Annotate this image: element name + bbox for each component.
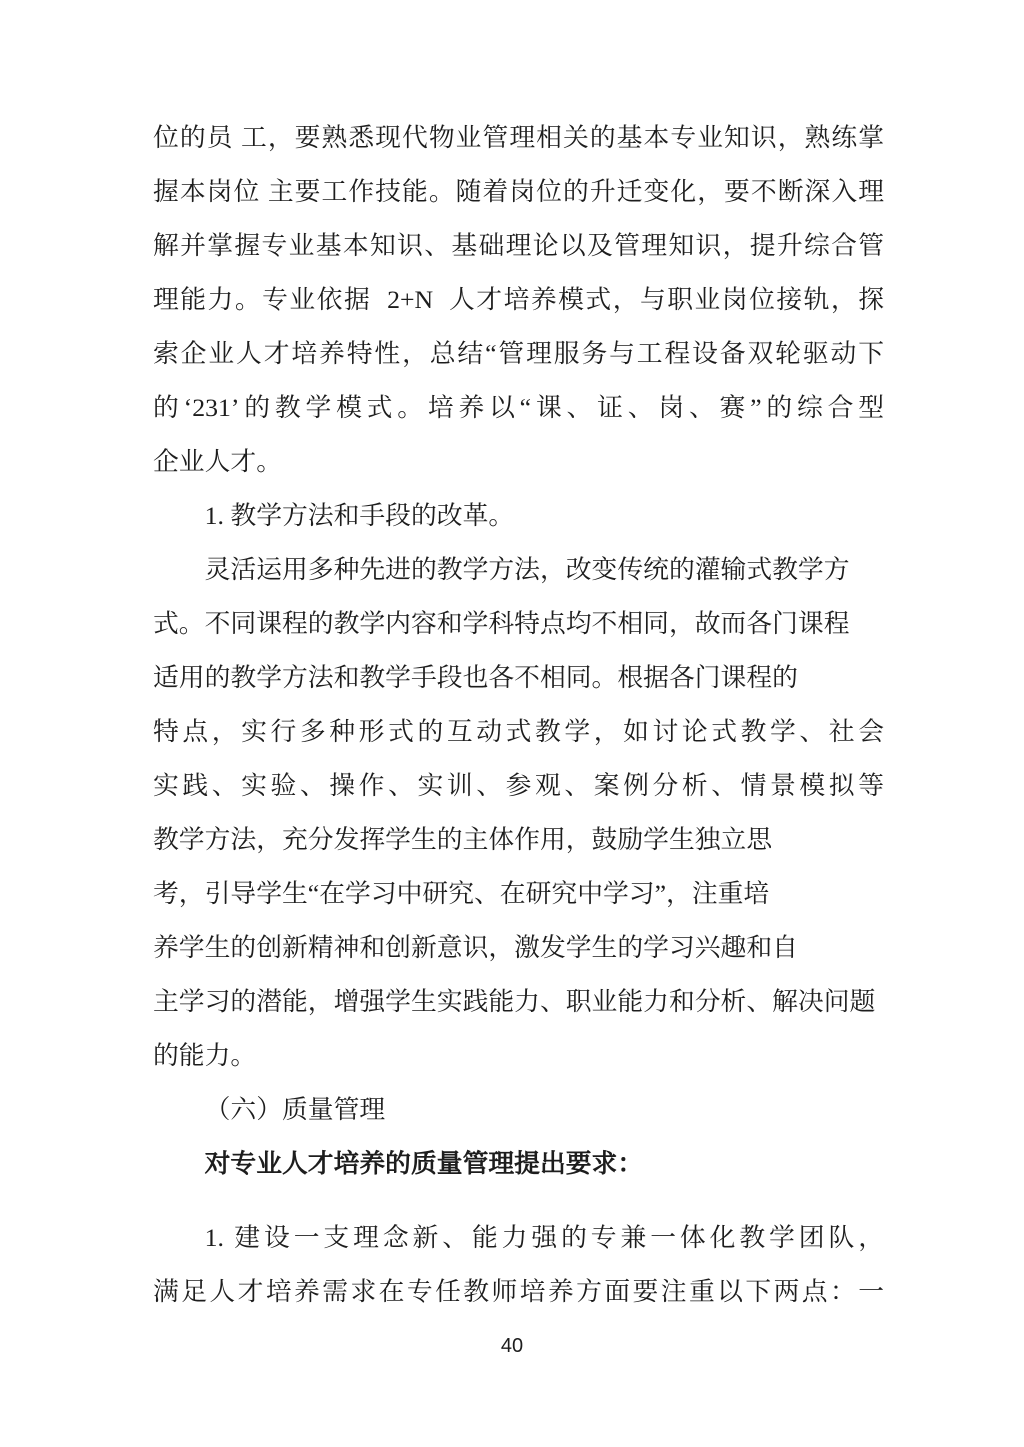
section-heading-quality-management: （六）质量管理 (204, 1095, 386, 1124)
text-line: 的能力。 (153, 1041, 257, 1070)
text-line: 适用的教学方法和教学手段也各不相同。根据各门课程的 (153, 663, 798, 692)
text-line: 位的员 工，要熟悉现代物业管理相关的基本专业知识，熟练掌 (153, 123, 884, 152)
text-line: 主学习的潜能，增强学生实践能力、职业能力和分析、解决问题 (153, 987, 876, 1016)
text-line: 解并掌握专业基本知识、基础理论以及管理知识，提升综合管 (153, 231, 884, 260)
text-line: 满足人才培养需求在专任教师培养方面要注重以下两点：一 (153, 1277, 884, 1306)
text-line: 实践、实验、操作、实训、参观、案例分析、情景模拟等 (153, 771, 884, 800)
text-line: 教学方法，充分发挥学生的主体作用，鼓励学生独立思 (153, 825, 773, 854)
requirement-heading: 对专业人才培养的质量管理提出要求： (204, 1150, 644, 1178)
page-number: 40 (500, 1335, 524, 1357)
text-line: 理能力。专业依据 2+N 人才培养模式，与职业岗位接轨，探 (153, 285, 884, 314)
text-line: 养学生的创新精神和创新意识，激发学生的学习兴趣和自 (153, 933, 798, 962)
text-line: 特点，实行多种形式的互动式教学，如讨论式教学、社会 (153, 717, 884, 746)
text-block (153, 111, 884, 1319)
text-line: 企业人才。 (153, 447, 282, 476)
text-line: 灵活运用多种先进的教学方法，改变传统的灌输式教学方 (204, 555, 850, 584)
list-item-heading: 1. 教学方法和手段的改革。 (204, 501, 515, 530)
text-line: 握本岗位 主要工作技能。随着岗位的升迁变化，要不断深入理 (153, 177, 884, 206)
text-line: 索企业人才培养特性，总结“管理服务与工程设备双轮驱动下 (153, 339, 884, 368)
list-item-heading: 1. 建设一支理念新、能力强的专兼一体化教学团队， (204, 1223, 884, 1252)
text-line: 考，引导学生“在学习中研究、在研究中学习”，注重培 (153, 879, 770, 908)
text-line: 式。不同课程的教学内容和学科特点均不相同，故而各门课程 (153, 609, 850, 638)
text-line: 的‘231’的教学模式。培养以“课、证、岗、赛”的综合型 (153, 393, 884, 422)
